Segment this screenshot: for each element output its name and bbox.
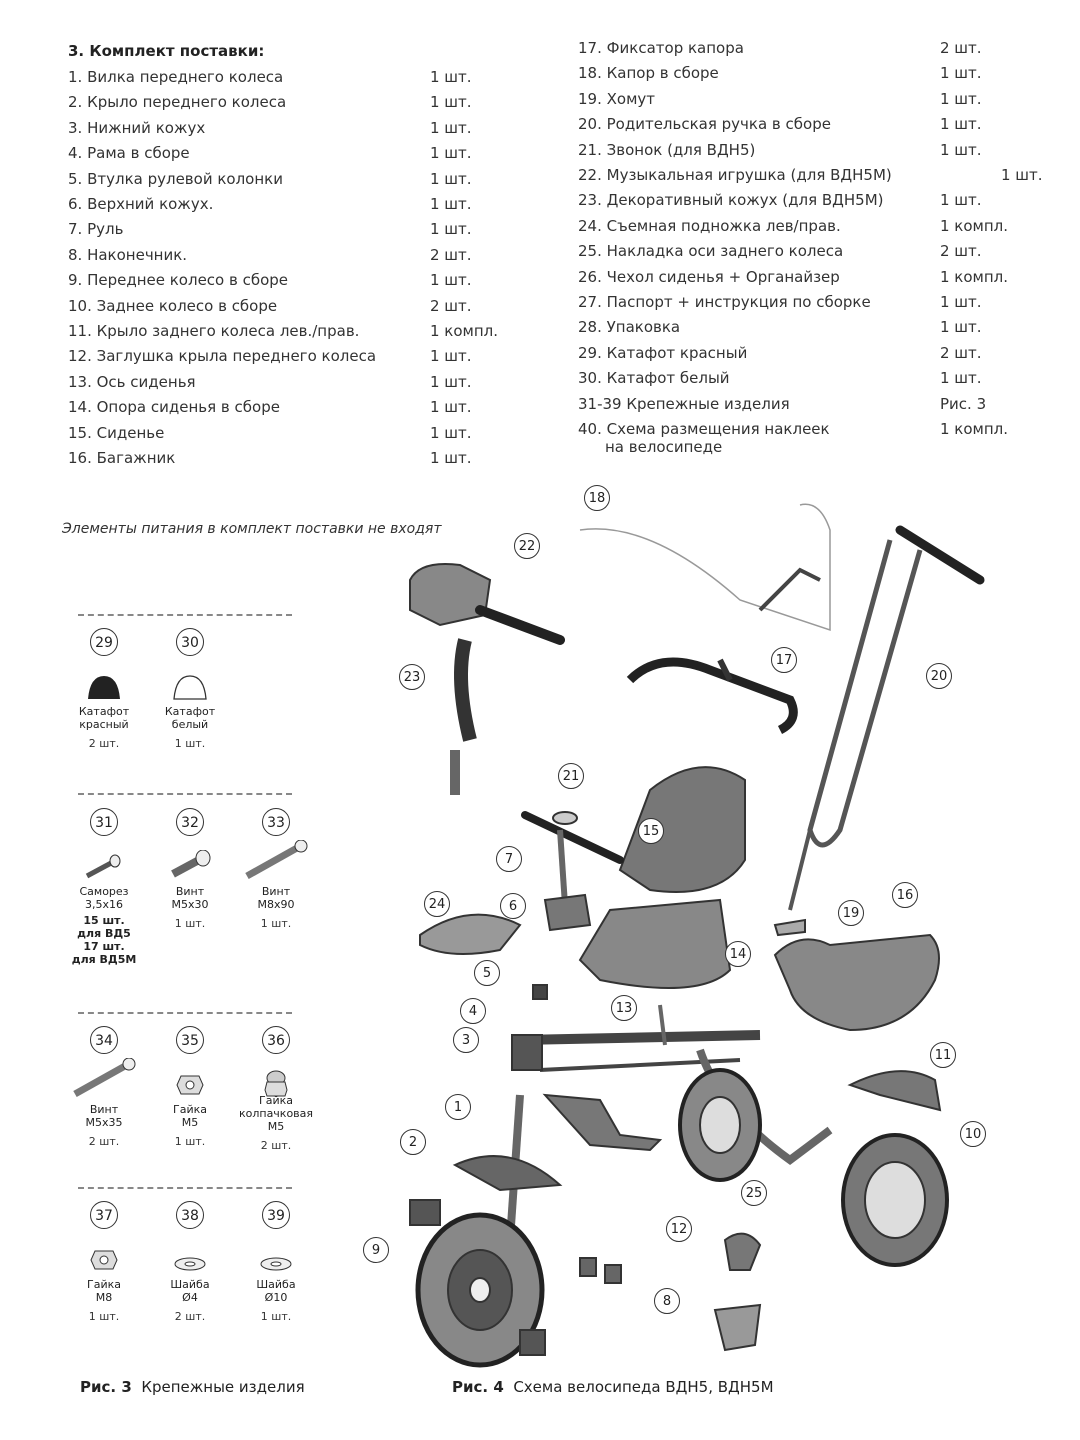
item-qty: 2 шт. <box>940 39 982 57</box>
item-name: 12. Заглушка крыла переднего колеса <box>68 347 377 366</box>
item-name: 31-39 Крепежные изделия <box>578 394 790 413</box>
item-qty: 1 компл. <box>940 267 1009 286</box>
long-screw-icon <box>241 840 311 884</box>
item-name: 22. Музыкальная игрушка (для ВДН5М) <box>578 166 892 184</box>
canopy-shape <box>580 504 830 630</box>
frame-tube <box>520 1035 760 1040</box>
fastener-number: 35 <box>176 1026 204 1054</box>
fastener-qty: 1 шт. <box>260 917 292 930</box>
screw-icon <box>165 850 215 884</box>
list-title: 3. Комплект поставки: <box>68 42 265 60</box>
item-qty: 1 шт. <box>940 369 982 388</box>
callout-2: 2 <box>400 1129 426 1155</box>
callout-1: 1 <box>445 1094 471 1120</box>
nut-icon <box>89 1247 119 1277</box>
item-qty: 1 шт. <box>1001 166 1043 184</box>
item-name: 14. Опора сиденья в сборе <box>68 398 280 417</box>
item-qty: 1 компл. <box>940 420 1009 438</box>
item-qty: 1 шт. <box>430 195 472 213</box>
item-qty: Рис. 3 <box>940 394 987 413</box>
item-name: 24. Съемная подножка лев/прав. <box>578 216 841 235</box>
callout-16: 16 <box>892 882 918 908</box>
item-name: 2. Крыло переднего колеса <box>68 93 287 112</box>
footrest-shape <box>420 915 520 954</box>
fig3-caption <box>80 1378 305 1396</box>
fig4-text: Схема велосипеда ВДН5, ВДН5М <box>513 1378 774 1396</box>
fender-plug-shape <box>725 1234 760 1270</box>
self-tapping-screw-icon <box>79 854 129 884</box>
fastener-label: Гайка M8 <box>87 1278 121 1304</box>
item-name: 18. Капор в сборе <box>578 64 719 83</box>
batteries-note: Элементы питания в комплект поставки не входят <box>62 521 442 537</box>
fastener-number: 30 <box>176 628 204 656</box>
fig4-label: Рис. 4 <box>452 1378 504 1396</box>
fastener-qty: 2 шт. <box>174 1310 206 1323</box>
callout-4: 4 <box>460 998 486 1024</box>
item-name: 27. Паспорт + инструкция по сборке <box>578 293 871 311</box>
item-qty: 2 шт. <box>430 296 472 315</box>
item-name: 4. Рама в сборе <box>68 144 190 163</box>
item-name: 6. Верхний кожух. <box>68 195 214 213</box>
fastener-label: Винт M5x35 <box>85 1103 123 1129</box>
item-name: 1. Вилка переднего колеса <box>68 68 284 86</box>
item-name: 40. Схема размещения наклеек <box>578 420 830 438</box>
fastener-qty: 2 шт. <box>260 1139 292 1152</box>
callout-12: 12 <box>666 1216 692 1242</box>
washer-icon <box>258 1255 294 1277</box>
item-name: 26. Чехол сиденья + Органайзер <box>578 267 840 286</box>
fastener-label: Шайба Ø4 <box>170 1278 210 1304</box>
item-qty: 1 шт. <box>430 449 472 467</box>
callout-17: 17 <box>771 647 797 673</box>
fastener-qty: 2 шт. <box>88 1135 120 1148</box>
fastener-label: Катафот белый <box>164 705 216 731</box>
item-qty: 2 шт. <box>940 242 982 261</box>
white-reflector-icon <box>172 674 208 704</box>
fastener-qty: 1 шт. <box>174 917 206 930</box>
fastener-label: Гайка колпачковая M5 <box>238 1094 314 1133</box>
item-qty: 1 шт. <box>430 169 472 188</box>
end-cap-shape <box>715 1305 760 1350</box>
item-name: 7. Руль <box>68 220 124 239</box>
lower-cover-shape <box>545 1095 660 1150</box>
fastener-qty: 2 шт. <box>88 737 120 750</box>
fig3-text: Крепежные изделия <box>141 1378 305 1396</box>
fastener-number: 31 <box>90 808 118 836</box>
item-qty: 1 шт. <box>430 347 472 366</box>
item-name: 30. Катафот белый <box>578 369 730 388</box>
item-qty: 2 шт. <box>430 245 472 264</box>
front-fender-shape <box>455 1156 560 1190</box>
fig4-caption <box>452 1378 774 1396</box>
item-qty: 1 шт. <box>430 423 472 442</box>
callout-21: 21 <box>558 763 584 789</box>
callout-24: 24 <box>424 891 450 917</box>
parent-handle-tube <box>810 540 920 845</box>
fastener-number: 37 <box>90 1201 118 1229</box>
item-qty: 1 шт. <box>430 220 472 239</box>
rear-fender-shape <box>850 1071 940 1110</box>
callout-8: 8 <box>654 1288 680 1314</box>
divider <box>78 793 292 795</box>
item-name: 15. Сиденье <box>68 423 165 442</box>
item-qty: 1 шт. <box>940 293 982 311</box>
fastener-label: Гайка M5 <box>173 1103 207 1129</box>
callout-13: 13 <box>611 995 637 1021</box>
item-name-cont: на велосипеде <box>605 438 723 456</box>
callout-10: 10 <box>960 1121 986 1147</box>
fastener-label: Винт M5x30 <box>171 885 209 911</box>
callout-18: 18 <box>584 485 610 511</box>
item-qty: 2 шт. <box>940 343 982 362</box>
fastener-number: 29 <box>90 628 118 656</box>
washer-icon <box>172 1255 208 1277</box>
item-qty: 1 шт. <box>430 398 472 417</box>
fastener-label: Винт M8x90 <box>257 885 295 911</box>
callout-22: 22 <box>514 533 540 559</box>
item-name: 28. Упаковка <box>578 318 681 337</box>
backrest-ring <box>630 662 793 730</box>
decorative-cover-shape <box>461 640 470 740</box>
fastener-qty: 1 шт. <box>174 1135 206 1148</box>
fastener-number: 33 <box>262 808 290 836</box>
item-name: 13. Ось сиденья <box>68 372 196 391</box>
item-qty: 1 шт. <box>940 191 982 210</box>
callout-9: 9 <box>363 1237 389 1263</box>
fastener-number: 34 <box>90 1026 118 1054</box>
item-name: 29. Катафот красный <box>578 343 748 362</box>
callout-5: 5 <box>474 960 500 986</box>
item-qty: 1 компл. <box>430 322 499 340</box>
item-qty: 1 шт. <box>430 372 472 391</box>
upper-cover-shape <box>545 895 590 930</box>
item-name: 23. Декоративный кожух (для ВДН5М) <box>578 191 884 210</box>
item-qty: 1 шт. <box>940 89 982 108</box>
nut-icon <box>175 1072 205 1102</box>
fastener-number: 36 <box>262 1026 290 1054</box>
item-name: 21. Звонок (для ВДН5) <box>578 140 756 159</box>
fastener-number: 32 <box>176 808 204 836</box>
fastener-label: Катафот красный <box>78 705 130 731</box>
item-name: 16. Багажник <box>68 449 176 467</box>
item-name: 20. Родительская ручка в сборе <box>578 115 831 134</box>
fastener-qty: 1 шт. <box>88 1310 120 1323</box>
callout-11: 11 <box>930 1042 956 1068</box>
divider <box>78 614 292 616</box>
item-qty: 1 шт. <box>430 144 472 163</box>
music-toy-shape <box>410 564 490 625</box>
fastener-number: 39 <box>262 1201 290 1229</box>
item-name: 11. Крыло заднего колеса лев./прав. <box>68 322 360 340</box>
item-qty: 1 шт. <box>940 115 982 134</box>
callout-25: 25 <box>741 1180 767 1206</box>
item-name: 19. Хомут <box>578 89 656 108</box>
long-screw-icon <box>69 1058 139 1102</box>
item-name: 5. Втулка рулевой колонки <box>68 169 283 188</box>
divider <box>78 1187 292 1189</box>
callout-20: 20 <box>926 663 952 689</box>
callout-3: 3 <box>453 1027 479 1053</box>
basket-shape <box>775 935 939 1030</box>
divider <box>78 1012 292 1014</box>
item-qty: 1 шт. <box>940 140 982 159</box>
item-name: 3. Нижний кожух <box>68 118 206 137</box>
fastener-label: Шайба Ø10 <box>256 1278 296 1304</box>
item-name: 10. Заднее колесо в сборе <box>68 296 278 315</box>
fastener-qty: 1 шт. <box>260 1310 292 1323</box>
item-qty: 1 компл. <box>940 216 1009 235</box>
callout-19: 19 <box>838 900 864 926</box>
callout-14: 14 <box>725 941 751 967</box>
fastener-qty: 15 шт. для ВД5 17 шт. для ВД5М <box>71 914 137 966</box>
item-name: 9. Переднее колесо в сборе <box>68 271 289 290</box>
seat-support-shape <box>580 900 730 988</box>
item-qty: 1 шт. <box>430 93 472 112</box>
item-qty: 1 шт. <box>430 271 472 290</box>
callout-6: 6 <box>500 893 526 919</box>
fig3-label: Рис. 3 <box>80 1378 132 1396</box>
item-qty: 1 шт. <box>430 118 472 137</box>
callout-23: 23 <box>399 664 425 690</box>
fastener-number: 38 <box>176 1201 204 1229</box>
fastener-label: Саморез 3,5x16 <box>79 885 129 911</box>
item-name: 8. Наконечник. <box>68 245 188 264</box>
bicycle-exploded-diagram <box>380 480 1080 1380</box>
item-qty: 1 шт. <box>940 64 982 83</box>
item-name: 25. Накладка оси заднего колеса <box>578 242 844 261</box>
item-qty: 1 шт. <box>940 318 982 337</box>
item-name: 17. Фиксатор капора <box>578 39 744 57</box>
callout-15: 15 <box>638 818 664 844</box>
item-qty: 1 шт. <box>430 68 472 86</box>
red-reflector-icon <box>86 674 122 704</box>
callout-7: 7 <box>496 846 522 872</box>
fastener-qty: 1 шт. <box>174 737 206 750</box>
